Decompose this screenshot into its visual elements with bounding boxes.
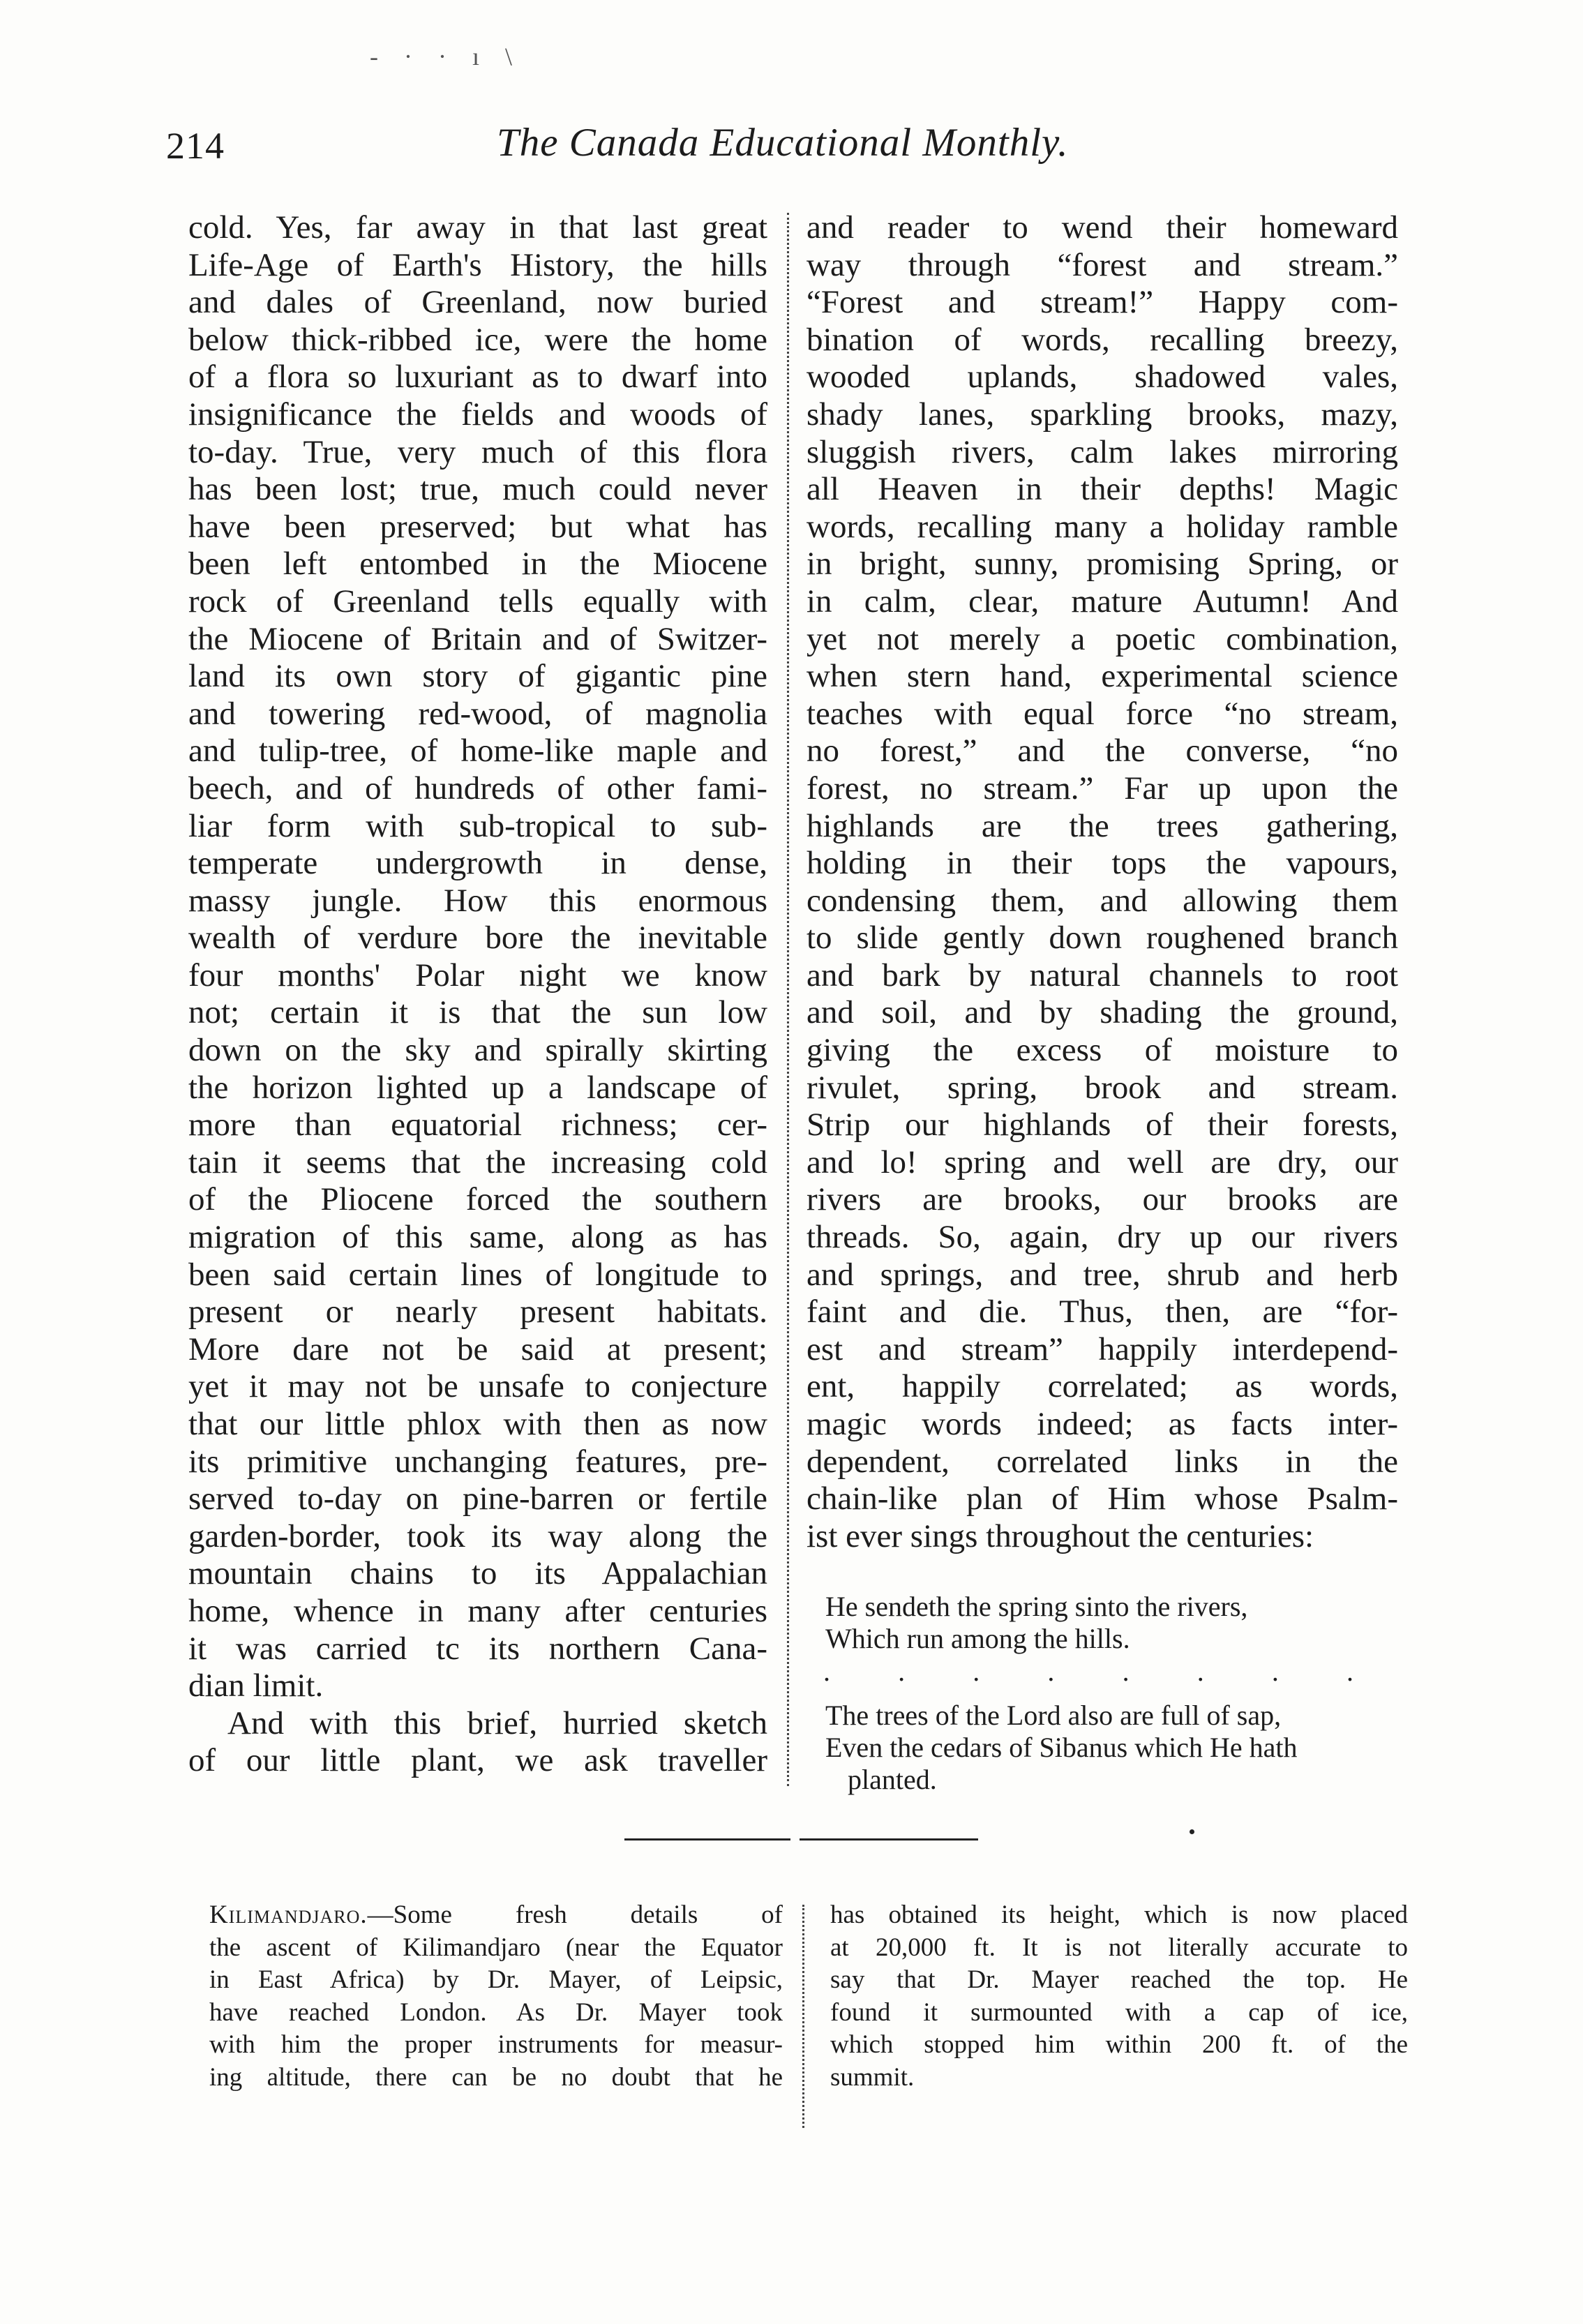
text-line: dependent, correlated links in the	[806, 1443, 1398, 1480]
text-line: below thick-ribbed ice, were the home	[188, 321, 767, 358]
ellipsis-dot: .	[1047, 1656, 1055, 1687]
text-line: and lo! spring and well are dry, our	[806, 1144, 1398, 1180]
note-line: have reached London. As Dr. Mayer took	[209, 1997, 783, 2027]
text-line: threads. So, again, dry up our rivers	[806, 1219, 1398, 1256]
ellipsis-dot: .	[1271, 1656, 1279, 1687]
text-line: and dales of Greenland, now buried	[188, 284, 767, 321]
text-line: bination of words, recalling breezy,	[806, 321, 1398, 358]
text-line: wealth of verdure bore the inevitable	[188, 920, 767, 957]
text-line: home, whence in many after centuries	[188, 1592, 767, 1629]
text-line: in calm, clear, mature Autumn! And	[806, 583, 1398, 620]
text-line: wooded uplands, shadowed vales,	[806, 359, 1398, 396]
text-line: yet not merely a poetic combination,	[806, 620, 1398, 657]
text-line: that our little phlox with then as now	[188, 1406, 767, 1442]
text-line: ist ever sings throughout the centuries:	[806, 1517, 1314, 1554]
text-line: sluggish rivers, calm lakes mirroring	[806, 433, 1398, 470]
text-line: four months' Polar night we know	[188, 957, 767, 994]
text-line: and springs, and tree, shrub and herb	[806, 1256, 1398, 1293]
text-line: the horizon lighted up a landscape of	[188, 1069, 767, 1106]
text-line: liar form with sub-tropical to sub-	[188, 807, 767, 844]
divider-dot	[1190, 1829, 1194, 1834]
text-line: teaches with equal force “no stream,	[806, 695, 1398, 732]
verse-line: Which run among the hills.	[825, 1623, 1130, 1654]
text-line: its primitive unchanging features, pre-	[188, 1443, 767, 1480]
column-rule	[787, 213, 789, 1786]
text-line: and reader to wend their homeward	[806, 209, 1398, 246]
text-line: of the Pliocene forced the southern	[188, 1181, 767, 1218]
note-line: has obtained its height, which is now placed	[830, 1901, 1408, 1929]
text-line: cold. Yes, far away in that last great	[188, 209, 767, 246]
left-column	[188, 209, 767, 1780]
note-line: with him the proper instruments for measur-	[209, 2030, 783, 2059]
verse-line: He sendeth the spring sinto the rivers,	[825, 1591, 1248, 1622]
note-line: —Some fresh details of	[367, 1901, 783, 1929]
verse-line: Even the cedars of Sibanus which He hath	[825, 1732, 1298, 1763]
note-line: the ascent of Kilimandjaro (near the Equator	[209, 1933, 783, 1962]
text-line: rivers are brooks, our brooks are	[806, 1181, 1398, 1218]
text-line: been left entombed in the Miocene	[188, 546, 767, 583]
text-line: tain it seems that the increasing cold	[188, 1144, 767, 1180]
text-line: magic words indeed; as facts inter-	[806, 1406, 1398, 1442]
text-line: ent, happily correlated; as words,	[806, 1368, 1398, 1405]
ellipsis-dot: .	[1122, 1656, 1130, 1687]
text-line: land its own story of gigantic pine	[188, 658, 767, 695]
text-line: has been lost; true, much could never	[188, 471, 767, 508]
ellipsis-dot: .	[823, 1656, 830, 1687]
text-line: “Forest and stream!” Happy com-	[806, 284, 1398, 321]
text-line: to-day. True, very much of this flora	[188, 433, 767, 470]
text-line: and tulip-tree, of home-like maple and	[188, 733, 767, 770]
right-column	[806, 209, 1398, 1555]
page-number: 214	[166, 125, 225, 167]
text-line: beech, and of hundreds of other fami-	[188, 770, 767, 807]
text-line: Life-Age of Earth's History, the hills	[188, 246, 767, 283]
text-line: in bright, sunny, promising Spring, or	[806, 546, 1398, 583]
note-right-column	[830, 1899, 1408, 2094]
text-line: shady lanes, sparkling brooks, mazy,	[806, 396, 1398, 433]
text-line: been said certain lines of longitude to	[188, 1256, 767, 1293]
text-line: all Heaven in their depths! Magic	[806, 471, 1398, 508]
text-line: it was carried tc its northern Cana-	[188, 1630, 767, 1667]
text-line: and towering red-wood, of magnolia	[188, 695, 767, 732]
text-line: and soil, and by shading the ground,	[806, 994, 1398, 1031]
text-line: down on the sky and spirally skirting	[188, 1032, 767, 1069]
text-line: to slide gently down roughened branch	[806, 920, 1398, 957]
text-line: migration of this same, along as has	[188, 1219, 767, 1256]
scan-specks: - · · ı \	[370, 43, 522, 70]
running-head: The Canada Educational Monthly.	[497, 121, 1069, 165]
verse-quote-2	[825, 1700, 1297, 1796]
text-line: rock of Greenland tells equally with	[188, 583, 767, 620]
text-line: of a flora so luxuriant as to dwarf into	[188, 359, 767, 396]
verse-ellipsis	[823, 1655, 1353, 1688]
text-line: dian limit.	[188, 1667, 324, 1704]
text-line: condensing them, and allowing them	[806, 882, 1398, 919]
ellipsis-dot: .	[898, 1656, 906, 1687]
note-line: summit.	[830, 2062, 915, 2092]
text-line: giving the excess of moisture to	[806, 1032, 1398, 1069]
ellipsis-dot: .	[973, 1656, 980, 1687]
ellipsis-dot: .	[1346, 1656, 1353, 1687]
note-line: say that Dr. Mayer reached the top. He	[830, 1965, 1408, 1994]
text-line: And with this brief, hurried sketch	[227, 1704, 767, 1741]
text-line: and bark by natural channels to root	[806, 957, 1398, 994]
text-line: yet it may not be unsafe to conjecture	[188, 1368, 767, 1405]
right-column-body	[806, 209, 1398, 1555]
text-line: more than equatorial richness; cer-	[188, 1107, 767, 1144]
text-line: present or nearly present habitats.	[188, 1294, 767, 1330]
note-left-body	[209, 1932, 783, 2094]
text-line: mountain chains to its Appalachian	[188, 1555, 767, 1592]
ellipsis-dot: .	[1196, 1656, 1204, 1687]
text-line: garden-border, took its way along the	[188, 1517, 767, 1554]
verse-quote-1	[825, 1591, 1247, 1655]
text-line: words, recalling many a holiday ramble	[806, 508, 1398, 545]
section-divider-left	[624, 1838, 790, 1841]
text-line: Strip our highlands of their forests,	[806, 1107, 1398, 1144]
left-column-body	[188, 209, 767, 1705]
note-line: in East Africa) by Dr. Mayer, of Leipsic,	[209, 1965, 783, 1994]
note-heading: Kilimandjaro.	[209, 1901, 368, 1929]
text-line: the Miocene of Britain and of Switzer-	[188, 620, 767, 657]
text-line: served to-day on pine-barren or fertile	[188, 1480, 767, 1517]
text-line: not; certain it is that the sun low	[188, 994, 767, 1031]
text-line: when stern hand, experimental science	[806, 658, 1398, 695]
note-line: ing altitude, there can be no doubt that he	[209, 2062, 783, 2092]
note-line: at 20,000 ft. It is not literally accurate to	[830, 1933, 1408, 1962]
text-line: rivulet, spring, brook and stream.	[806, 1069, 1398, 1106]
text-line: have been preserved; but what has	[188, 508, 767, 545]
text-line: forest, no stream.” Far up upon the	[806, 770, 1398, 807]
verse-line: The trees of the Lord also are full of sap,	[825, 1700, 1282, 1731]
text-line: of our little plant, we ask traveller	[188, 1742, 767, 1779]
text-line: highlands are the trees gathering,	[806, 807, 1398, 844]
note-line: which stopped him within 200 ft. of the	[830, 2030, 1408, 2059]
text-line: holding in their tops the vapours,	[806, 845, 1398, 882]
left-column-paragraph-2	[188, 1705, 767, 1780]
note-column-rule	[802, 1905, 804, 2128]
verse-line: planted.	[848, 1764, 937, 1795]
text-line: More dare not be said at present;	[188, 1330, 767, 1367]
text-line: chain-like plan of Him whose Psalm-	[806, 1480, 1398, 1517]
section-divider-right	[800, 1838, 978, 1841]
note-line: found it surmounted with a cap of ice,	[830, 1997, 1408, 2027]
text-line: temperate undergrowth in dense,	[188, 845, 767, 882]
text-line: way through “forest and stream.”	[806, 246, 1398, 283]
text-line: insignificance the fields and woods of	[188, 396, 767, 433]
note-left-column	[209, 1899, 783, 2094]
text-line: faint and die. Thus, then, are “for-	[806, 1294, 1398, 1330]
text-line: massy jungle. How this enormous	[188, 882, 767, 919]
text-line: no forest,” and the converse, “no	[806, 733, 1398, 770]
text-line: est and stream” happily interdepend-	[806, 1330, 1398, 1367]
